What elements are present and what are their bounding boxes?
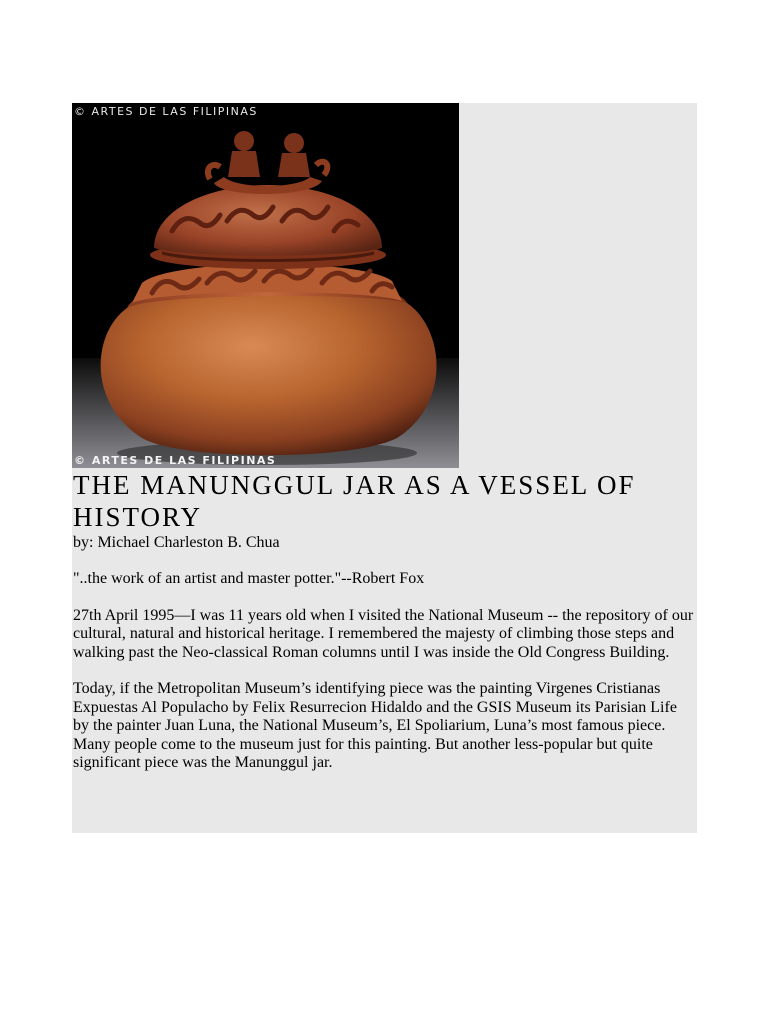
jar-illustration — [72, 103, 459, 468]
manunggul-jar-photo — [72, 103, 459, 468]
jar-body — [101, 289, 437, 456]
boat-stern — [316, 162, 327, 175]
article-paragraph-1: 27th April 1995—I was 11 years old when I visited the National Museum -- the repository of our cultural, natural and historical heritage. I remembered the majesty of climbing those steps and walking past the Neo-classical Roman columns until I was inside the Old Congress Building. — [73, 606, 694, 661]
boat-figures — [228, 131, 310, 177]
content-panel — [72, 103, 697, 833]
article-quote: "..the work of an artist and master potter."--Robert Fox — [73, 570, 425, 587]
article-paragraph-2: Today, if the Metropolitan Museum’s identifying piece was the painting Virgenes Cristianas Expuestas Al Populacho by Felix Resurrecion Hidaldo and the GSIS Museum its Parisian Life by the painter Juan Luna, the National Museum’s, El Spoliarium, Luna’s most famous piece. Many people come to the museum just for this painting. But another less-popular but quite significant piece was the Manunggul jar. — [73, 680, 677, 771]
watermark-bottom: © ARTES DE LAS FILIPINAS — [74, 454, 277, 467]
boat-prow — [208, 165, 220, 179]
article-text — [73, 469, 695, 773]
watermark-top: © ARTES DE LAS FILIPINAS — [74, 105, 258, 118]
article-byline: by: Michael Charleston B. Chua — [73, 534, 280, 551]
article-title: THE MANUNGGUL JAR AS A VESSEL OF HISTORY — [73, 470, 636, 532]
